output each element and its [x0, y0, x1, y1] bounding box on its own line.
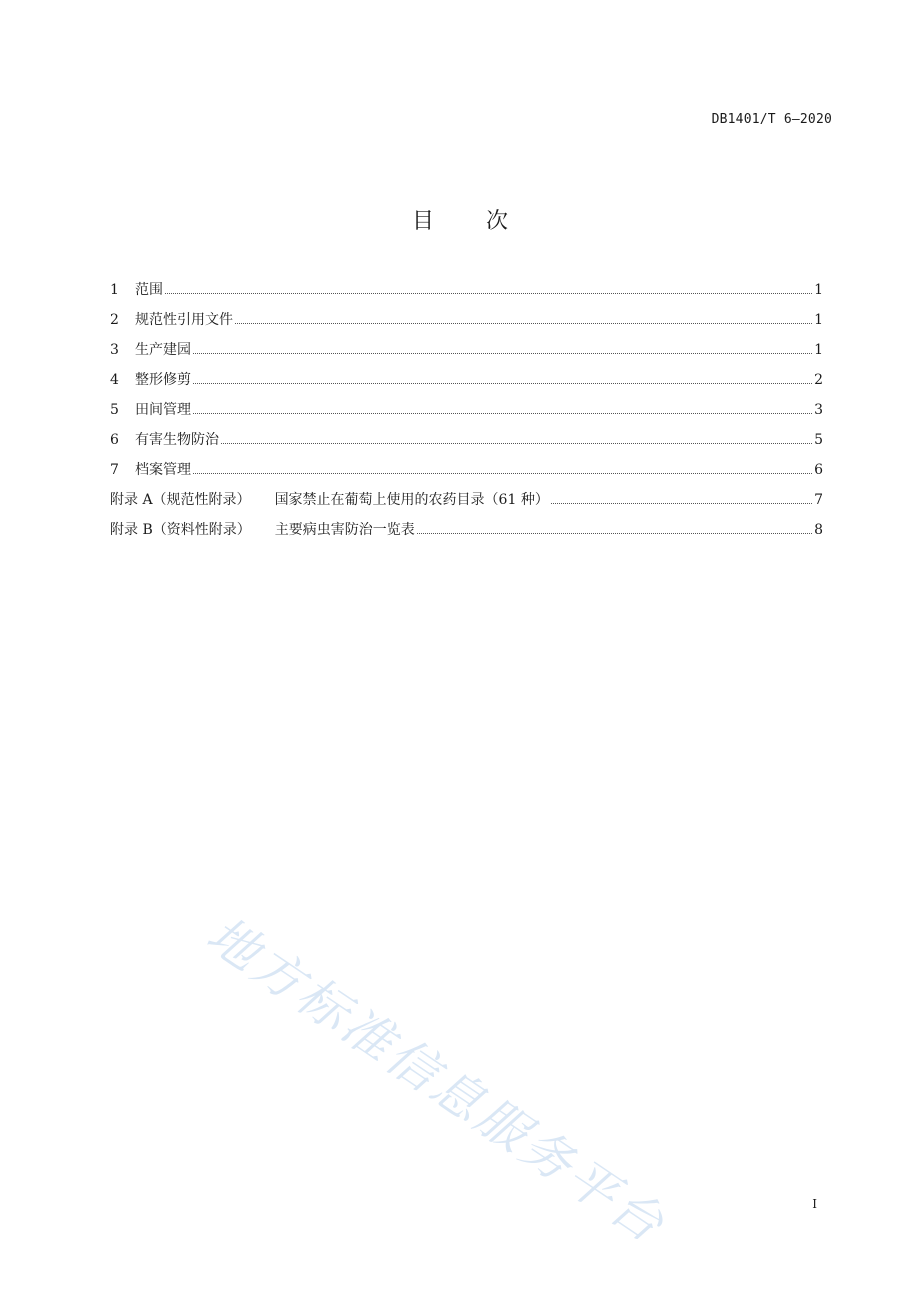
toc-entry-label: 规范性引用文件 [135, 312, 233, 328]
toc-entry-page: 7 [814, 492, 823, 508]
toc-entry-2[interactable] [110, 309, 823, 339]
toc-entry-5[interactable] [110, 399, 823, 429]
toc-entry-number: 6 [110, 432, 119, 448]
toc-dot-leader [193, 383, 812, 384]
toc-entry-number: 4 [110, 372, 119, 388]
toc-entry-6[interactable] [110, 429, 823, 459]
title-char-2: 次 [486, 209, 509, 234]
toc-appendix-b[interactable] [110, 519, 823, 549]
toc-entry-page: 1 [814, 282, 823, 298]
toc-entry-page: 1 [814, 312, 823, 328]
toc-appendix-a[interactable] [110, 489, 823, 519]
toc-entry-label: 有害生物防治 [135, 432, 219, 448]
document-code: DB1401/T 6—2020 [711, 112, 832, 127]
toc-entry-4[interactable] [110, 369, 823, 399]
toc-entry-label: 生产建园 [135, 342, 191, 358]
toc-dot-leader [193, 473, 812, 474]
toc-dot-leader [551, 503, 812, 504]
toc-entry-label: 范围 [135, 282, 163, 298]
watermark: 地方标准信息服务平台 [196, 905, 677, 1256]
toc-entry-3[interactable] [110, 339, 823, 369]
toc-dot-leader [165, 293, 812, 294]
toc-entry-page: 5 [814, 432, 823, 448]
toc-dot-leader [235, 323, 812, 324]
toc-entry-page: 3 [814, 402, 823, 418]
toc-entry-page: 6 [814, 462, 823, 478]
toc-dot-leader [193, 413, 812, 414]
toc-entry-number: 5 [110, 402, 119, 418]
table-of-contents [110, 279, 823, 549]
page-title [0, 204, 920, 235]
toc-entry-page: 2 [814, 372, 823, 388]
toc-entry-7[interactable] [110, 459, 823, 489]
toc-entry-label: 整形修剪 [135, 372, 191, 388]
title-char-1: 目 [411, 209, 434, 234]
toc-dot-leader [417, 533, 812, 534]
toc-entry-number: 2 [110, 312, 119, 328]
toc-dot-leader [221, 443, 812, 444]
toc-dot-leader [193, 353, 812, 354]
toc-entry-number: 3 [110, 342, 119, 358]
toc-entry-page: 8 [814, 522, 823, 538]
toc-appendix-prefix: 附录 B（资料性附录） [110, 522, 251, 538]
toc-entry-number: 1 [110, 282, 119, 298]
page-number: I [812, 1197, 817, 1211]
toc-entry-label: 田间管理 [135, 402, 191, 418]
toc-entry-number: 7 [110, 462, 119, 478]
toc-appendix-prefix: 附录 A（规范性附录） [110, 492, 251, 508]
toc-entry-page: 1 [814, 342, 823, 358]
toc-appendix-title: 国家禁止在葡萄上使用的农药目录（61 种） [274, 492, 549, 508]
toc-appendix-title: 主要病虫害防治一览表 [274, 522, 415, 538]
toc-entry-label: 档案管理 [135, 462, 191, 478]
toc-entry-1[interactable] [110, 279, 823, 309]
